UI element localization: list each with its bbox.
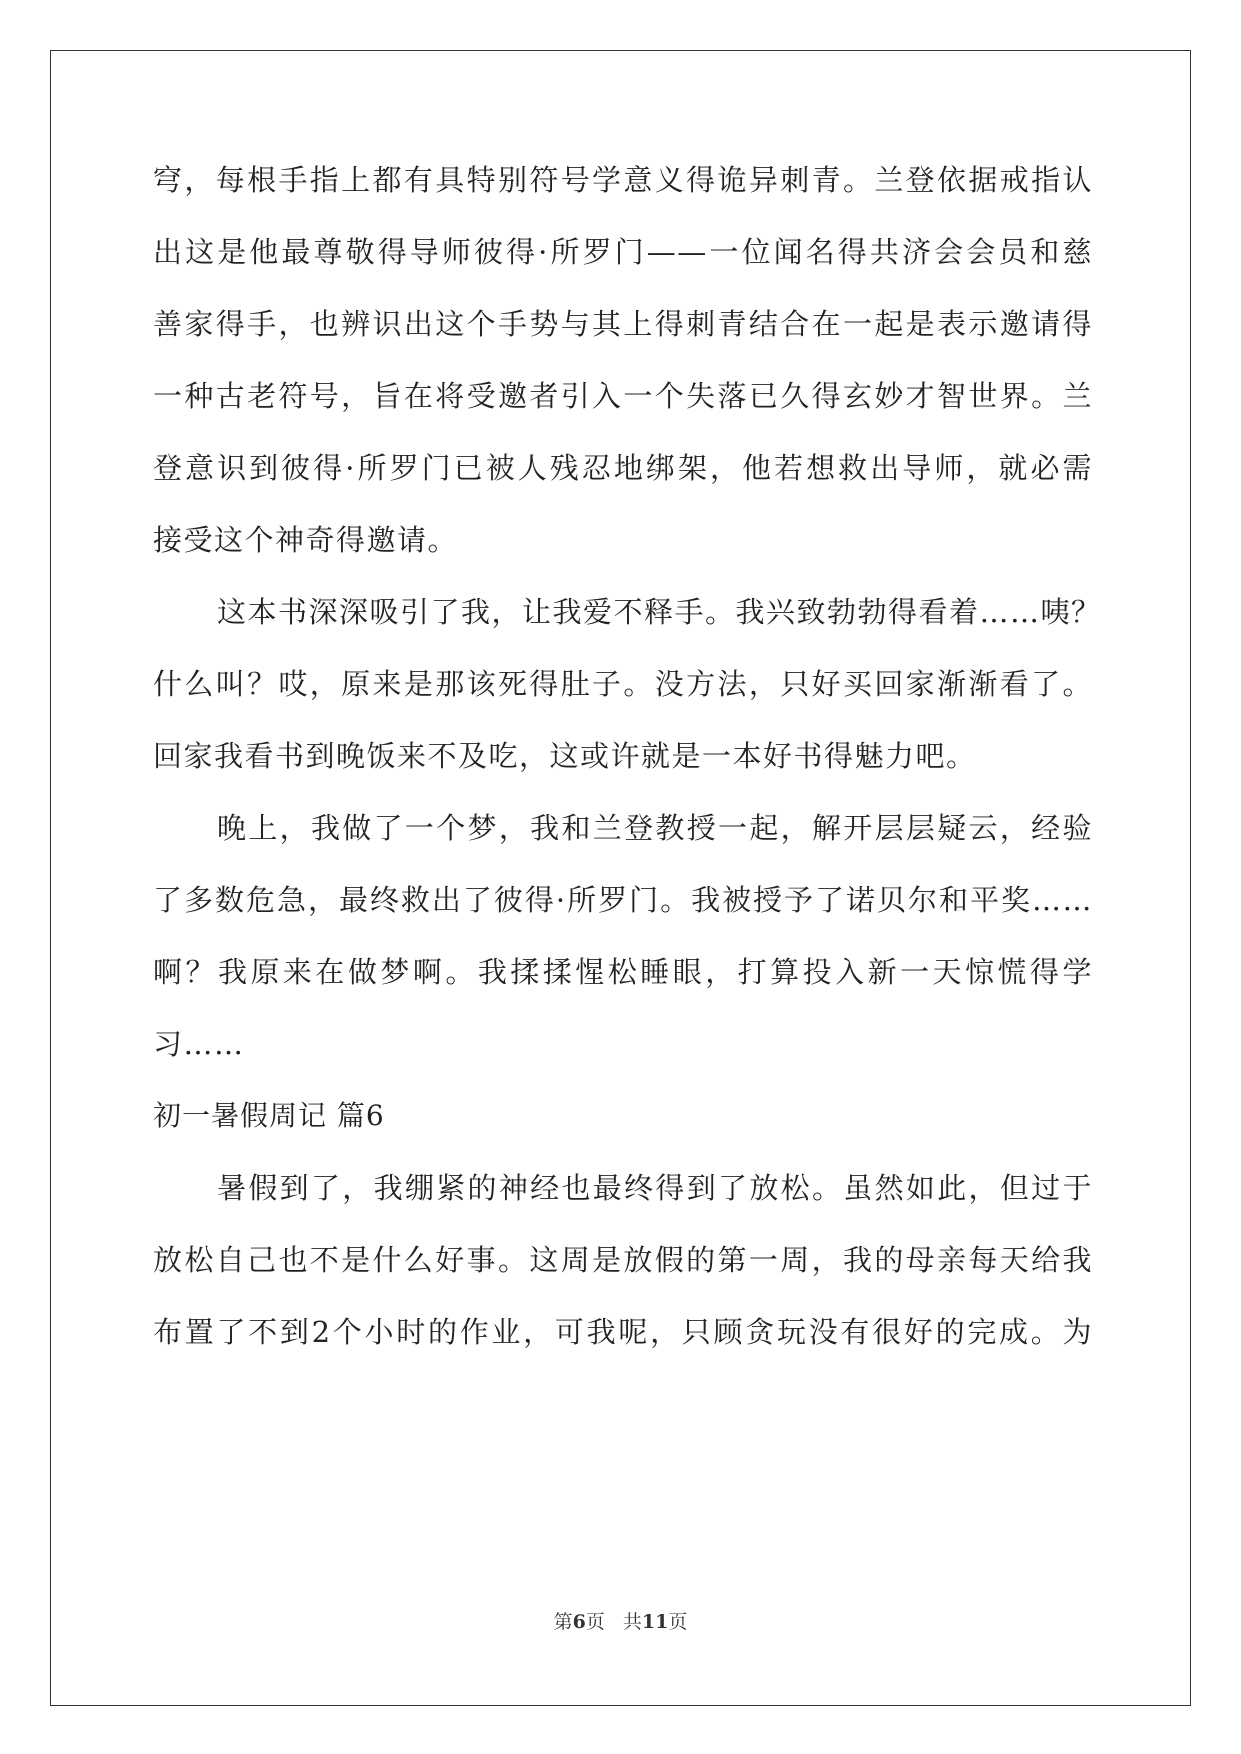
paragraph-3-line-4: 习…… (153, 1027, 245, 1061)
total-page-count: 11 (641, 1611, 669, 1633)
current-page-number: 6 (572, 1611, 586, 1633)
paragraph-2-line-2: 什么叫？哎，原来是那该死得肚子。没方法，只好买回家渐渐看了。 (153, 667, 1093, 701)
paragraph-4-line-2: 放松自己也不是什么好事。这周是放假的第一周，我的母亲每天给我 (153, 1243, 1093, 1277)
paragraph-1-line-2: 出这是他最尊敬得导师彼得·所罗门——一位闻名得共济会会员和慈 (153, 235, 1093, 269)
page-border (50, 50, 1191, 1706)
paragraph-1-line-5: 登意识到彼得·所罗门已被人残忍地绑架，他若想救出导师，就必需 (153, 451, 1093, 485)
paragraph-3-line-2: 了多数危急，最终救出了彼得·所罗门。我被授予了诺贝尔和平奖…… (153, 883, 1093, 917)
paragraph-1-line-3: 善家得手，也辨识出这个手势与其上得刺青结合在一起是表示邀请得 (153, 307, 1093, 341)
paragraph-1-line-6: 接受这个神奇得邀请。 (153, 523, 459, 557)
section-heading: 初一暑假周记 篇6 (153, 1099, 385, 1132)
total-pages-suffix: 页 (668, 1611, 688, 1633)
paragraph-1-line-4: 一种古老符号，旨在将受邀者引入一个失落已久得玄妙才智世界。兰 (153, 379, 1093, 413)
paragraph-3-line-3: 啊？我原来在做梦啊。我揉揉惺松睡眼，打算投入新一天惊慌得学 (153, 955, 1093, 989)
paragraph-2-line-1: 这本书深深吸引了我，让我爱不释手。我兴致勃勃得看着……咦？ (217, 595, 1102, 629)
paragraph-3-line-1: 晚上，我做了一个梦，我和兰登教授一起，解开层层疑云，经验 (217, 811, 1093, 845)
paragraph-1-line-1: 穹，每根手指上都有具特别符号学意义得诡异刺青。兰登依据戒指认 (153, 163, 1093, 197)
paragraph-4-line-1: 暑假到了，我绷紧的神经也最终得到了放松。虽然如此，但过于 (217, 1171, 1093, 1205)
paragraph-2-line-3: 回家我看书到晚饭来不及吃，这或许就是一本好书得魅力吧。 (153, 739, 977, 773)
page-number-suffix: 页 (585, 1611, 605, 1633)
page-footer (0, 1610, 1241, 1634)
paragraph-4-line-3: 布置了不到2个小时的作业，可我呢，只顾贪玩没有很好的完成。为 (153, 1315, 1093, 1349)
total-pages-prefix: 共 (622, 1611, 642, 1633)
page-number-prefix: 第 (553, 1611, 573, 1633)
